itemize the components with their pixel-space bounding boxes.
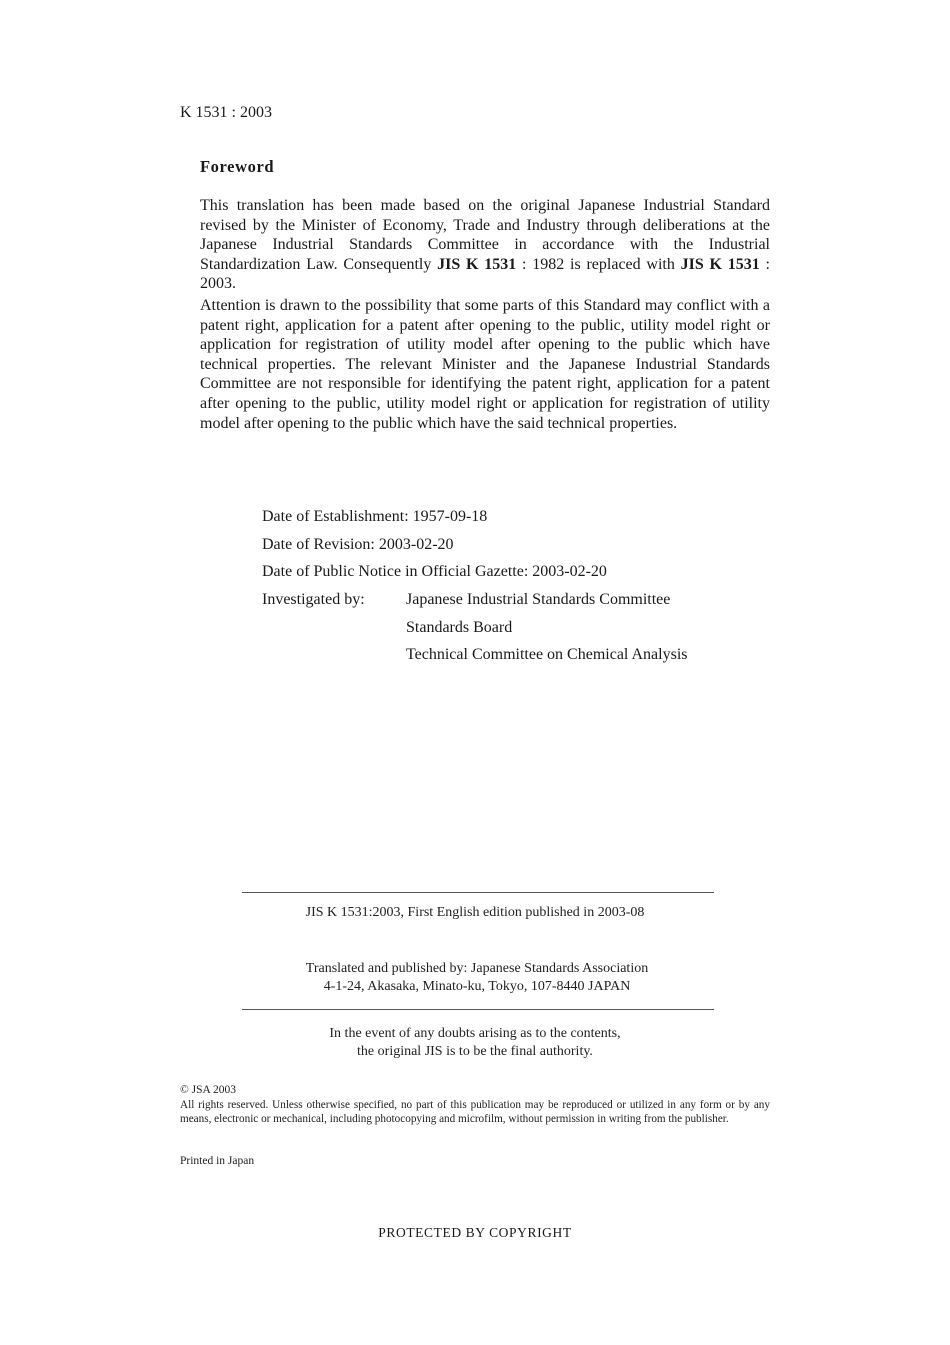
paragraph-1-text-c: : 2003. — [200, 255, 770, 293]
divider-top — [242, 892, 714, 893]
edition-line: JIS K 1531:2003, First English edition published in 2003-08 — [305, 905, 645, 920]
protected-by-copyright: PROTECTED BY COPYRIGHT — [378, 1225, 572, 1240]
standard-reference-old: JIS K 1531 — [437, 255, 517, 273]
standard-reference-new: JIS K 1531 — [680, 255, 760, 273]
foreword-paragraph-2: Attention is drawn to the possibility that some parts of this Standard may conflict with a patent right, application for a patent after opening to the public, utility model right or application for registration of utility model after opening to the public which have technical properties. The relevant Minister and the Japanese Industrial Standards Committee are not responsible for identifying the patent right, application for a patent after opening to the public, utility model right or application for registration of utility model after opening to the public which have the said technical properties. — [200, 297, 770, 432]
investigated-by-board: Standards Board — [406, 619, 513, 636]
translated-by-line: Translated and published by: Japanese Standards Association — [305, 961, 649, 976]
address-line: 4-1-24, Akasaka, Minato-ku, Tokyo, 107-8440 JAPAN — [323, 979, 631, 994]
investigated-by-committee: Japanese Industrial Standards Committee — [406, 591, 671, 608]
foreword-title: Foreword — [200, 157, 275, 176]
divider-bottom — [242, 1009, 714, 1010]
copyright-notice: © JSA 2003 — [180, 1084, 237, 1096]
doubts-line-1: In the event of any doubts arising as to the contents, — [329, 1026, 621, 1041]
investigated-by-technical-committee: Technical Committee on Chemical Analysis — [406, 646, 688, 663]
foreword-paragraph-1 — [200, 196, 770, 294]
document-code: K 1531 : 2003 — [180, 104, 272, 121]
printed-in: Printed in Japan — [180, 1155, 255, 1167]
date-of-establishment: Date of Establishment: 1957-09-18 — [262, 508, 488, 525]
doubts-line-2: the original JIS is to be the final authority. — [357, 1044, 593, 1059]
date-of-public-notice: Date of Public Notice in Official Gazette: 2003-02-20 — [262, 563, 607, 580]
paragraph-1-text-b: : 1982 is replaced with — [516, 255, 681, 273]
investigated-by-label: Investigated by: — [262, 591, 365, 608]
rights-notice: All rights reserved. Unless otherwise specified, no part of this publication may be reproduced or utilized in any form or by any means, electronic or mechanical, including photocopying and microfilm, without permission in writing from the publisher. — [180, 1099, 770, 1125]
paragraph-1-text-a: This translation has been made based on the original Japanese Industrial Standard revised by the Minister of Economy, Trade and Industry through deliberations at the Japanese Industrial Standards Committee in accordance with the Industrial Standardization Law. Consequently — [200, 197, 770, 273]
date-of-revision: Date of Revision: 2003-02-20 — [262, 536, 454, 553]
